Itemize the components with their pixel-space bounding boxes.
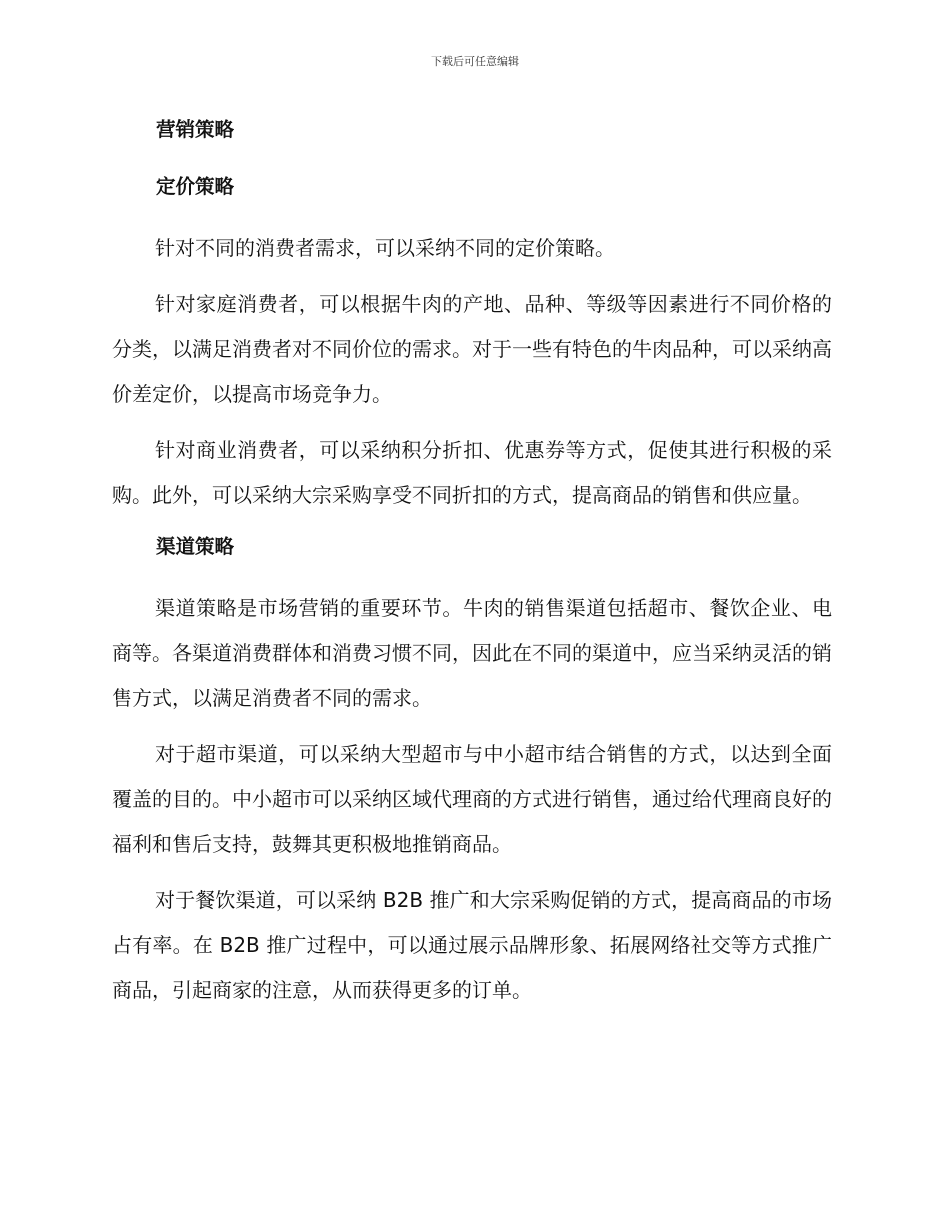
- paragraph-channel-catering: 对于餐饮渠道，可以采纳 B2B 推广和大宗采购促销的方式，提高商品的市场占有率。在 B2B 推广过程中，可以通过展示品牌形象、拓展网络社交等方式推广商品，引起商家的注意，从而获得更多的订单。: [112, 888, 832, 1002]
- paragraph-pricing-household: 针对家庭消费者，可以根据牛肉的产地、品种、等级等因素进行不同价格的分类，以满足消费者对不同价位的需求。对于一些有特色的牛肉品种，可以采纳高价差定价，以提高市场竞争力。: [112, 292, 832, 406]
- paragraph-channel-intro: 渠道策略是市场营销的重要环节。牛肉的销售渠道包括超市、餐饮企业、电商等。各渠道消费群体和消费习惯不同，因此在不同的渠道中，应当采纳灵活的销售方式，以满足消费者不同的需求。: [112, 596, 832, 710]
- page-header: 下载后可任意编辑: [431, 55, 519, 68]
- section-heading-pricing: 定价策略: [156, 175, 235, 198]
- section-heading-marketing: 营销策略: [156, 118, 235, 141]
- paragraph-pricing-commercial: 针对商业消费者，可以采纳积分折扣、优惠券等方式，促使其进行积极的采购。此外，可以采纳大宗采购享受不同折扣的方式，提高商品的销售和供应量。: [112, 438, 832, 507]
- document-body: [112, 112, 832, 1024]
- paragraph-pricing-intro: 针对不同的消费者需求，可以采纳不同的定价策略。: [155, 236, 615, 260]
- paragraph-channel-supermarket: 对于超市渠道，可以采纳大型超市与中小超市结合销售的方式，以达到全面覆盖的目的。中小超市可以采纳区域代理商的方式进行销售，通过给代理商良好的福利和售后支持，鼓舞其更积极地推销商品。: [112, 742, 832, 856]
- section-heading-channel: 渠道策略: [156, 535, 235, 558]
